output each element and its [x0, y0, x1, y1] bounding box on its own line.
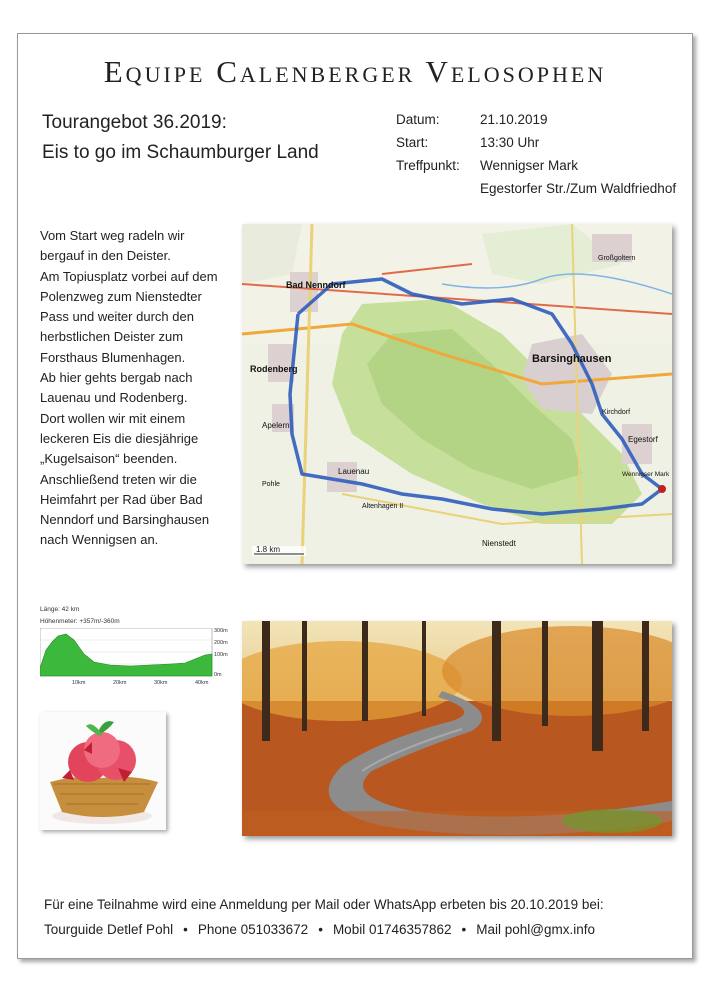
- description-line: Pass und weiter durch den: [40, 309, 194, 325]
- description-line: Polenzweg zum Nienstedter: [40, 288, 202, 304]
- autumn-forest-road-image: [242, 621, 672, 836]
- description-line: Anschließend treten wir die: [40, 471, 197, 487]
- label-barsinghausen: Barsinghausen: [532, 353, 612, 365]
- route-map: [242, 224, 672, 564]
- label-pohle: Pohle: [262, 481, 280, 488]
- label-nienstedt: Nienstedt: [482, 539, 516, 548]
- x-tick: 20km: [113, 680, 127, 686]
- description-line: Am Topiusplatz vorbei auf dem: [40, 268, 218, 284]
- y-tick: 100m: [214, 652, 228, 658]
- scale-label: 1.8 km: [256, 545, 281, 554]
- start-value: 13:30 Uhr: [480, 135, 540, 150]
- label-altenhagen: Altenhagen II: [362, 503, 404, 510]
- mail-address[interactable]: Mail pohl@gmx.info: [476, 922, 596, 937]
- route-length: Länge: 42 km: [40, 606, 80, 613]
- tour-number: Tourangebot 36.2019:: [42, 112, 227, 133]
- tour-info: [396, 108, 676, 200]
- label-rodenberg: Rodenberg: [250, 364, 298, 374]
- tourguide-name: Tourguide Detlef Pohl: [44, 922, 174, 937]
- label-egestorf: Egestorf: [628, 435, 658, 444]
- x-tick: 10km: [72, 680, 86, 686]
- ice-cream-image: [40, 712, 166, 830]
- description-line: Vom Start weg radeln wir: [40, 228, 185, 243]
- y-tick: 200m: [214, 640, 228, 646]
- label-bad-nenndorf: Bad Nenndorf: [286, 280, 346, 290]
- label-grossgoltern: Großgoltern: [598, 255, 636, 262]
- y-tick: 0m: [214, 672, 222, 678]
- description-line: Nenndorf und Barsinghausen: [40, 512, 210, 528]
- description-line: bergauf in den Deister.: [40, 248, 171, 264]
- label-kirchdorf: Kirchdorf: [602, 409, 631, 416]
- label-lauenau: Lauenau: [338, 467, 370, 476]
- description-line: Forsthaus Blumenhagen.: [40, 349, 186, 365]
- x-tick: 40km: [195, 680, 209, 686]
- route-elevation: Höhenmeter: +357m/-360m: [40, 618, 120, 625]
- meetpoint-value: Wennigser Mark: [480, 158, 579, 173]
- page-title: Equipe Calenberger Velosophen: [103, 54, 607, 89]
- elevation-profile: [40, 606, 240, 700]
- flyer-page: [17, 33, 693, 959]
- label-apelern: Apelern: [262, 421, 290, 430]
- registration-note: Für eine Teilnahme wird eine Anmeldung per Mail oder WhatsApp erbeten bis 20.10.2019 bei:: [44, 897, 604, 912]
- description-line: Lauenau und Rodenberg.: [40, 390, 188, 406]
- phone-number: Phone 051033672: [197, 922, 309, 937]
- label-wennigser-mark: Wennigser Mark: [622, 471, 670, 478]
- bullet: •: [183, 922, 188, 937]
- description-line: nach Wennigsen an.: [40, 532, 159, 548]
- bullet: •: [318, 922, 323, 937]
- tour-description: [40, 226, 230, 551]
- mobile-number: Mobil 01746357862: [332, 922, 452, 937]
- contact-line: [44, 917, 604, 942]
- bullet: •: [461, 922, 467, 937]
- meetpoint-address: Egestorfer Str./Zum Waldfriedhof: [480, 181, 677, 196]
- tour-heading: [42, 108, 319, 168]
- description-line: Dort wollen wir mit einem: [40, 410, 186, 426]
- y-tick: 300m: [214, 628, 228, 634]
- date-label: Datum:: [396, 112, 440, 127]
- description-line: leckeren Eis die diesjährige: [40, 430, 199, 446]
- meetpoint-label: Treffpunkt:: [396, 158, 460, 173]
- description-line: „Kugelsaison“ beenden.: [40, 451, 178, 467]
- elevation-chart: [40, 628, 240, 698]
- footer: [44, 892, 604, 942]
- date-value: 21.10.2019: [480, 112, 548, 127]
- description-line: Heimfahrt per Rad über Bad: [40, 491, 203, 507]
- x-tick: 30km: [154, 680, 168, 686]
- start-label: Start:: [396, 135, 429, 150]
- description-line: herbstlichen Deister zum: [40, 329, 184, 345]
- description-line: Ab hier gehts bergab nach: [40, 370, 193, 386]
- tour-name: Eis to go im Schaumburger Land: [42, 142, 319, 163]
